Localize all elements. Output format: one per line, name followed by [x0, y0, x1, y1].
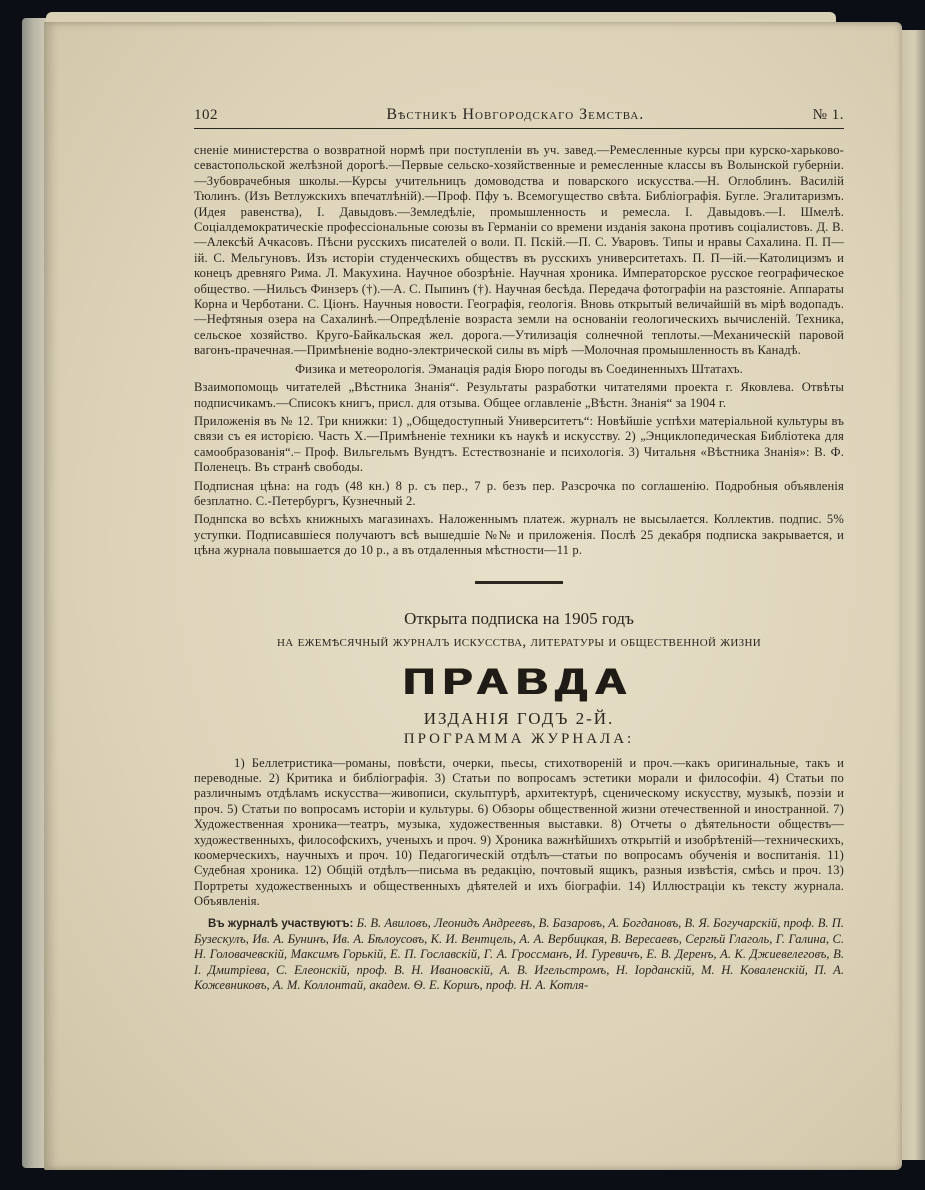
table-of-contents-block [194, 143, 844, 559]
toc-paragraph: сненіе министерства о возвратной нормѣ при поступленіи въ уч. завед.—Ремесленные курсы при курско-харьково-севастопольской желѣзной дорогѣ.—Первые сельско-хозяйственные и ремесленные классы въ Волынской губерніи.—Зубоврачебныя школы.—Курсы учительницъ домоводства и поварского искусства.—Н. Оглоблинъ. Василій Тюлинъ. (Изъ Ветлужскихъ впечатлѣній).—Проф. Пфу ъ. Всемогущество свѣта. Библіографія. Бугле. Эгалитаризмъ. (Идея равенства), І. Давыдовъ.—Земледѣліе, промышленность и ремесла. І. Давыдовъ.—І. Шмелѣ. Соціалдемократическіе профессіональные союзы въ Германіи со времени изданія закона противъ соціалистовъ. Д. В.—Алексѣй Ачкасовъ. Пѣсни русскихъ писателей о воли. П. Пскій.—П. С. Уваровъ. Типы и нравы Сахалина. П. П—ій. С. Мельгуновъ. Изъ исторіи студенческихъ обществъ въ русскихъ университетахъ. П. П—ій.—Католицизмъ и конецъ древняго Рима. Л. Макухина. Научное обозрѣніе. Научная хроника. Императорское русское географическое общество. —Нильсъ Финзеръ (†).—А. С. Пыпинъ (†). Научная бесѣда. Передача фотографіи на разстояніе. Аппараты Корна и Черботани. С. Ціонъ. Научныя новости. Географія, геологія. Вновь открытый величайшій въ мірѣ водопадъ.—Нефтяныя озера на Сахалинѣ.—Опредѣленіе возраста земли на основаніи геологическихъ вычисленій. Техника, сельское хозяйство. Круго-Байкальская жел. дорога.—Утилизація солнечной теплоты.—Механическій паровой вагонъ-прачечная.—Примѣненіе водно-электрической силы въ мірѣ —Молочная промышленность въ Канадѣ. [194, 143, 844, 358]
program-title: ПРОГРАММА ЖУРНАЛА: [403, 730, 635, 747]
page-content [194, 106, 844, 994]
toc-paragraph: Взаимопомощь читателей „Вѣстника Знанія“. Результаты разработки читателями проекта г. Яковлева. Отвѣты подписчикамъ.—Списокъ книгъ, присл. для отзыва. Общее оглавленіе „Вѣстн. Знанія“ за 1904 г. [194, 380, 844, 410]
edition-year: ИЗДАНІЯ ГОДЪ 2-Й. [423, 708, 615, 728]
pravda-logo: ПРАВДА [403, 660, 635, 702]
journal-title: Вѣстникъ Новгородскаго Земства. [386, 106, 645, 123]
contributors-block [194, 916, 844, 994]
contributors-list: Б. В. Авиловъ, Леонидъ Андреевъ, В. Базаровъ, А. Богдановъ, В. Я. Богучарскій, проф. В. П. Бузескулъ, Ив. А. Бунинъ, Ив. А. Бѣлоусовъ, К. И. Вентцель, А. А. Вербицкая, В. Вересаевъ, Сергѣй Глаголь, Г. Галина, С. Н. Головачевскій, Максимъ Горькій, Е. П. Гославскій, Г. А. Гроссманъ, И. Гуревичъ, Е. В. Деренъ, А. К. Джиевелеговъ, В. І. Дмитріева, С. Елеонскій, проф. В. Н. Ивановскій, А. В. Игельстромъ, Н. Іорданскій, М. Н. Коваленскій, П. А. Кожевниковъ, А. М. Коллонтай, академ. Ѳ. Е. Коршъ, проф. Н. А. Котля- [194, 915, 844, 993]
running-header [194, 106, 844, 129]
section-divider [475, 581, 563, 584]
program-text: 1) Беллетристика—романы, повѣсти, очерки, пьесы, стихотвореній и проч.—какъ оригинальные, такъ и переводные. 2) Критика и библіографія. 3) Статьи по вопросамъ эстетики морали и философіи. 4) Статьи по различнымъ отдѣламъ искусства—живописи, скульптурѣ, архитектурѣ, сценическому искусству, музыкѣ, поэзіи и проч. 5) Статьи по вопросамъ исторіи и культуры. 6) Обзоры общественной жизни отечественной и иностранной. 7) Художественная хроника—театръ, музыка, художественныя выставки. 8) Отчеты о дѣятельности обществъ—художественныхъ, философскихъ, ученыхъ и проч. 9) Хроника важнѣйшихъ открытій и изобрѣтеній—техническихъ, коомерческихъ, научныхъ и проч. 10) Педагогическій отдѣлъ—статьи по вопросамъ обученія и воспитанія. 11) Судебная хроника. 12) Общій отдѣлъ—письма въ редакцію, почтовый ящикъ, разныя извѣстія, смѣсь и проч. 13) Портреты художественныхъ и общественныхъ дѣятелей и ихъ біографіи. 14) Иллюстраціи къ тексту журнала. Объявленія. [194, 755, 844, 909]
advert-heading: Открыта подписка на 1905 годъ [404, 608, 634, 628]
toc-paragraph: Физика и метеорологія. Эманація радія Бюро погоды въ Соединенныхъ Штатахъ. [295, 361, 743, 376]
advert-subheading: на ежемѣсячный журналъ искусства, литературы и общественной жизни [277, 633, 761, 650]
issue-number: № 1. [812, 107, 844, 123]
contributors-label: Въ журналѣ участвуютъ: [208, 917, 354, 930]
subscription-price-paragraph: Подписная цѣна: на годъ (48 кн.) 8 р. съ пер., 7 р. безъ пер. Разсрочка по соглашенію. Подробныя объявленія безплатно. С.-Петербургъ, Кузнечный 2. [194, 478, 844, 508]
facing-page-edge [899, 30, 925, 1160]
page-number: 102 [194, 107, 218, 123]
subscription-terms-paragraph: Поднпска во всѣхъ книжныхъ магазинахъ. Наложеннымъ платеж. журналъ не высылается. Коллектив. подпис. 5% уступки. Подписавшіеся получаютъ всѣ вышедшіе №№ и приложенія. Послѣ 25 декабря подписка закрывается, и цѣна журнала повышается до 10 р., а въ отдаленныя мѣстности—11 р. [194, 512, 844, 558]
pravda-advertisement [194, 608, 844, 994]
supplements-paragraph: Приложенія въ № 12. Три книжки: 1) „Общедоступный Университетъ“: Новѣйшіе успѣхи матеріальной культуры въ связи съ ея исторією. Часть X.—Примѣненіе техники къ наукѣ и искусству. 2) „Энциклопедическая Библіотека для самообразованія“.– Проф. Вильгельмъ Вундтъ. Естествознаніе и психологія. 3) Читальня «Вѣстника Знанія»: В. Ф. Поленецъ. Въ странѣ свободы. [194, 413, 844, 475]
